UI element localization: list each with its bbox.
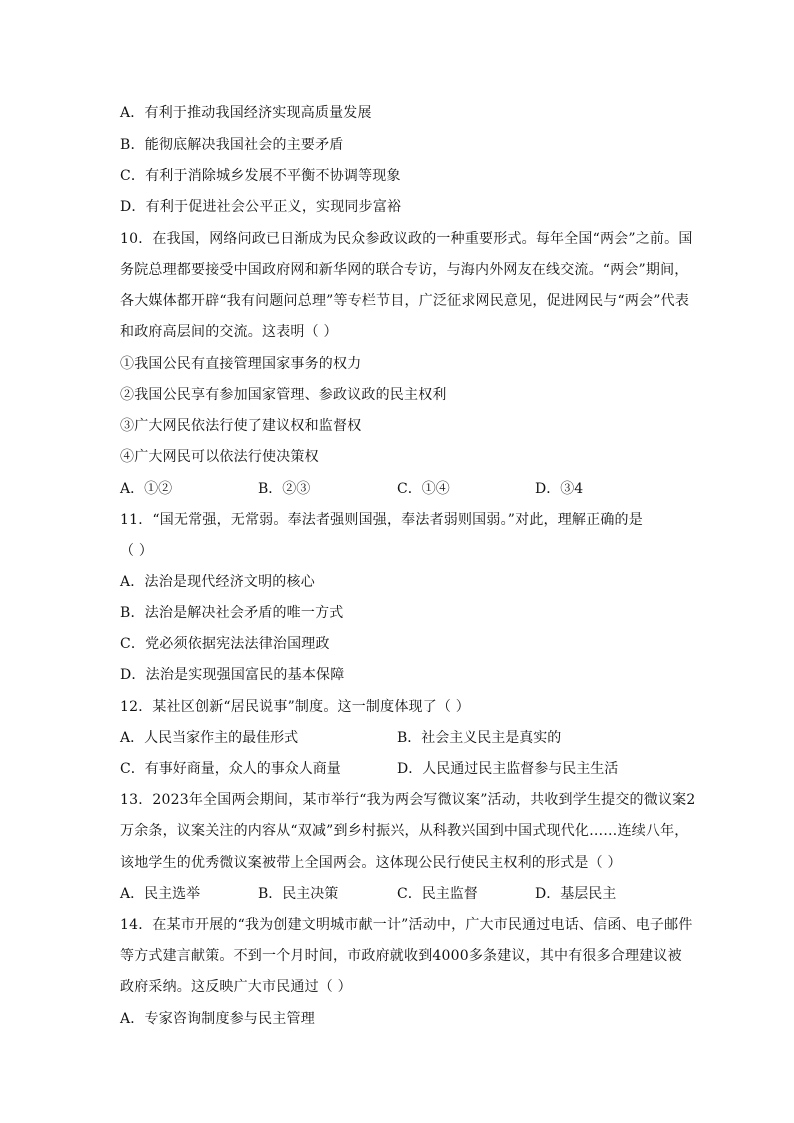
- q10-option-c: C．①④: [397, 481, 450, 497]
- q11-option-a: A．法治是现代经济文明的核心: [120, 574, 315, 590]
- q10-option-b: B．②③: [258, 481, 311, 497]
- q13-option-c: C．民主监督: [397, 886, 478, 902]
- q10-stem-line-4: 和政府高层间的交流。这表明（ ）: [120, 324, 338, 340]
- q13-stem-line-3: 该地学生的优秀微议案被带上全国两会。这体现公民行使民主权利的形式是（ ）: [120, 855, 622, 871]
- q12-stem: 12．某社区创新“居民说事”制度。这一制度体现了（ ）: [120, 699, 470, 715]
- q12-option-d: D．人民通过民主监督参与民主生活: [397, 761, 619, 777]
- q14-stem-line-1: 14．在某市开展的“我为创建文明城市献一计”活动中，广大市民通过电话、信函、电子邮件: [120, 917, 693, 933]
- q9-option-b: B．能彻底解决我国社会的主要矛盾: [120, 137, 344, 153]
- q11-stem-line-2: （ ）: [120, 543, 154, 559]
- q10-stem-line-3: 各大媒体都开辟“我有问题问总理”等专栏节目，广泛征求网民意见，促进网民与“两会”代表: [120, 293, 690, 309]
- q14-option-a: A．专家咨询制度参与民主管理: [120, 1011, 315, 1027]
- q12-option-a: A．人民当家作主的最佳形式: [120, 730, 299, 746]
- q9-option-d: D．有利于促进社会公平正义，实现同步富裕: [120, 199, 402, 215]
- q11-option-d: D．法治是实现强国富民的基本保障: [120, 667, 345, 683]
- q10-statement-3: ③广大网民依法行使了建议权和监督权: [120, 418, 362, 434]
- q13-option-a: A．民主选举: [120, 886, 201, 902]
- q10-option-a: A．①②: [120, 481, 173, 497]
- q10-statement-4: ④广大网民可以依法行使决策权: [120, 449, 319, 465]
- q12-option-b: B．社会主义民主是真实的: [397, 730, 562, 746]
- q11-stem-line-1: 11．“国无常强，无常弱。奉法者强则国强，奉法者弱则国弱。”对此，理解正确的是: [120, 512, 643, 528]
- q14-stem-line-2: 等方式建言献策。不到一个月时间，市政府就收到4000多条建议，其中有很多合理建议被: [120, 948, 682, 964]
- q13-option-d: D．基层民主: [535, 886, 617, 902]
- q10-stem-line-2: 务院总理都要接受中国政府网和新华网的联合专访，与海内外网友在线交流。“两会”期间，: [120, 262, 689, 278]
- q9-option-a: A．有利于推动我国经济实现高质量发展: [120, 105, 372, 121]
- q10-statement-1: ①我国公民有直接管理国家事务的权力: [120, 356, 362, 372]
- q11-option-c: C．党必须依据宪法法律治国理政: [120, 636, 330, 652]
- q9-option-c: C．有利于消除城乡发展不平衡不协调等现象: [120, 168, 401, 184]
- q13-stem-line-2: 万余条，议案关注的内容从“双减”到乡村振兴，从科教兴国到中国式现代化……连续八年，: [120, 823, 689, 839]
- q11-option-b: B．法治是解决社会矛盾的唯一方式: [120, 605, 344, 621]
- q12-option-c: C．有事好商量，众人的事众人商量: [120, 761, 341, 777]
- q13-stem-line-1: 13．2023年全国两会期间，某市举行“我为两会写微议案”活动，共收到学生提交的微议案2: [120, 792, 696, 808]
- q10-statement-2: ②我国公民享有参加国家管理、参政议政的民主权利: [120, 387, 447, 403]
- q14-stem-line-3: 政府采纳。这反映广大市民通过（ ）: [120, 979, 352, 995]
- q10-stem-line-1: 10．在我国，网络问政已日渐成为民众参政议政的一种重要形式。每年全国“两会”之前。国: [120, 231, 693, 247]
- q10-option-d: D．③4: [535, 481, 584, 497]
- q13-option-b: B．民主决策: [258, 886, 339, 902]
